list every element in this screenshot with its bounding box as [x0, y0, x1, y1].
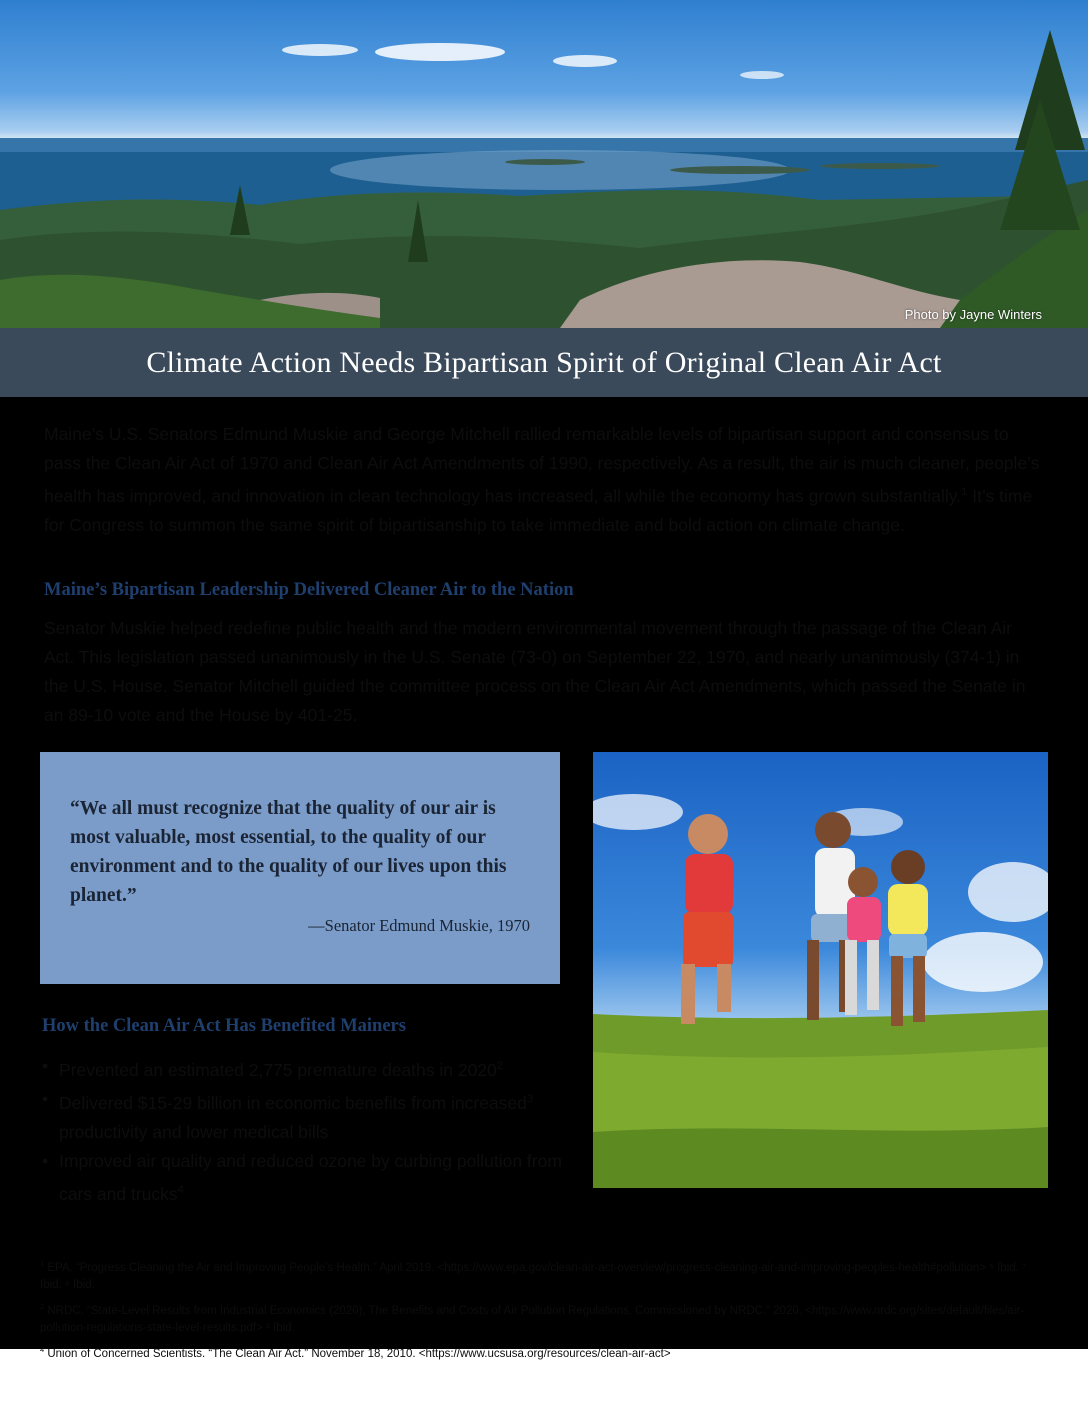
photo-credit: Photo by Jayne Winters	[904, 307, 1042, 322]
footnote-ref: 3	[526, 1092, 534, 1105]
footnote-number: 4	[40, 1344, 45, 1354]
benefit-text: Improved air quality and reduced ozone by curbing pollution from cars and trucks	[59, 1150, 562, 1204]
intro-paragraph	[44, 420, 1044, 540]
hero-photo	[0, 0, 1088, 328]
list-item	[42, 1085, 562, 1147]
list-item	[42, 1147, 562, 1209]
footnotes	[40, 1255, 1048, 1366]
footnote-number: 2	[40, 1301, 45, 1311]
page-title: Climate Action Needs Bipartisan Spirit of Original Clean Air Act	[146, 345, 942, 379]
footnote-ref: 2	[496, 1060, 504, 1072]
section-heading-benefits: How the Clean Air Act Has Benefited Mainers	[42, 1016, 406, 1036]
quote-attribution: —Senator Edmund Muskie, 1970	[308, 916, 530, 935]
landscape-illustration	[0, 0, 1088, 328]
benefits-list	[42, 1052, 562, 1208]
footnote	[40, 1255, 1048, 1294]
footnote	[40, 1298, 1048, 1337]
section-heading-leadership: Maine’s Bipartisan Leadership Delivered Cleaner Air to the Nation	[44, 580, 574, 600]
footnote-number: 1	[40, 1259, 45, 1268]
benefit-text: Prevented an estimated 2,775 premature deaths in 2020	[59, 1059, 497, 1080]
quote-box	[40, 752, 560, 984]
quote-text: “We all must recognize that the quality of our air is most valuable, most essential, to the quality of our environment and to the quality of our lives upon this planet.”	[70, 798, 507, 906]
footnote-text: EPA. “Progress Cleaning the Air and Improving People’s Health.” April 2019. <https://www.epa.gov/clean-air-act-overview/progress-cleaning-air-and-improving-peoples-health#pollution> ⁵ Ibid. ⁷ Ibid. ⁸ Ibid.	[40, 1261, 1027, 1291]
footnote-text: Union of Concerned Scientists. “The Clean Air Act.” November 18, 2010. <https://www.ucsusa.org/resources/clean-air-act>	[44, 1347, 671, 1360]
intro-text: Maine’s U.S. Senators Edmund Muskie and George Mitchell rallied remarkable levels of bipartisan support and consensus to pass the Clean Air Act of 1970 and Clean Air Act Amendments of 1990, respectively. As a result, the air is much cleaner, people’s health has improved, and innovation in clean technology has increased, all while the economy has grown substantially.	[44, 424, 1040, 506]
footnote	[40, 1341, 1048, 1363]
footnote-ref: 4	[177, 1183, 184, 1196]
footnote-text: NRDC. “State-Level Results from Industrial Economics (2020), The Benefits and Costs of Air Pollution Regulations, Commissioned by NRDC.” 2020. <https://www.nrdc.org/sites/default/files/air-pollution-regulations-state-level-results.pdf> ³ Ibid.	[40, 1304, 1025, 1334]
title-bar	[0, 328, 1088, 397]
children-illustration	[593, 752, 1048, 1188]
benefit-text-continued: productivity and lower medical bills	[59, 1121, 329, 1142]
intro-text-continued: It’s time for Congress to summon the same spirit of bipartisanship to take immediate and bold action on climate change.	[44, 485, 1033, 535]
list-item	[42, 1052, 562, 1085]
benefit-text: Delivered $15-29 billion in economic benefits from increased	[59, 1092, 527, 1113]
leadership-paragraph: Senator Muskie helped redefine public health and the modern environmental movement through the passage of the Clean Air Act. This legislation passed unanimously in the U.S. Senate (73-0) on September 22, 1970, and nearly unanimously (374-1) in the U.S. House. Senator Mitchell guided the committee process on the Clean Air Act Amendments, which passed the Senate in an 89-10 vote and the House by 401-25.	[44, 618, 1026, 725]
footnote-ref: 1	[961, 486, 968, 498]
children-photo	[593, 752, 1048, 1188]
